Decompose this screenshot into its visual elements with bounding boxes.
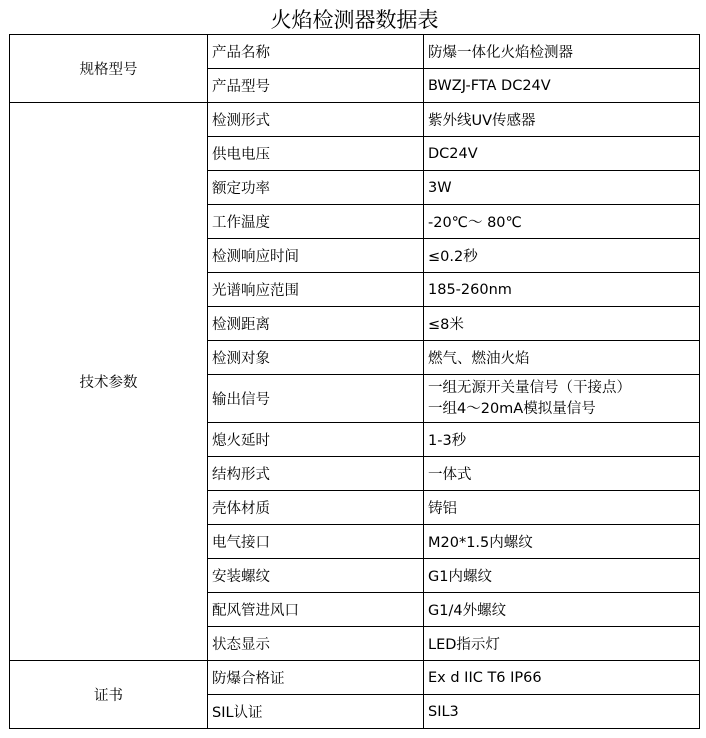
value-cell[interactable]: BWZJ-FTA DC24V bbox=[424, 69, 700, 103]
value-cell[interactable]: 铸铝 bbox=[424, 491, 700, 525]
table-row bbox=[10, 35, 700, 69]
label-cell[interactable]: 产品名称 bbox=[208, 35, 424, 69]
value-cell[interactable]: 燃气、燃油火焰 bbox=[424, 341, 700, 375]
label-cell[interactable]: 产品型号 bbox=[208, 69, 424, 103]
value-cell[interactable]: LED指示灯 bbox=[424, 627, 700, 661]
table-row bbox=[10, 103, 700, 137]
value-cell[interactable]: 185-260nm bbox=[424, 273, 700, 307]
sheet-title[interactable]: 火焰检测器数据表 bbox=[10, 4, 700, 35]
value-cell[interactable]: ≤8米 bbox=[424, 307, 700, 341]
value-cell[interactable]: SIL3 bbox=[424, 695, 700, 729]
label-cell[interactable]: 额定功率 bbox=[208, 171, 424, 205]
label-cell[interactable]: 工作温度 bbox=[208, 205, 424, 239]
label-cell[interactable]: 检测距离 bbox=[208, 307, 424, 341]
label-cell[interactable]: 光谱响应范围 bbox=[208, 273, 424, 307]
label-cell[interactable]: 熄火延时 bbox=[208, 423, 424, 457]
value-cell[interactable]: G1/4外螺纹 bbox=[424, 593, 700, 627]
label-cell[interactable]: 安装螺纹 bbox=[208, 559, 424, 593]
value-cell[interactable]: Ex d IIC T6 IP66 bbox=[424, 661, 700, 695]
label-cell[interactable]: SIL认证 bbox=[208, 695, 424, 729]
label-cell[interactable]: 供电电压 bbox=[208, 137, 424, 171]
label-cell[interactable]: 电气接口 bbox=[208, 525, 424, 559]
label-cell[interactable]: 防爆合格证 bbox=[208, 661, 424, 695]
value-cell[interactable]: ≤0.2秒 bbox=[424, 239, 700, 273]
value-cell[interactable]: 紫外线UV传感器 bbox=[424, 103, 700, 137]
group-spec-cell[interactable]: 规格型号 bbox=[10, 35, 208, 103]
value-cell[interactable]: DC24V bbox=[424, 137, 700, 171]
label-cell[interactable]: 状态显示 bbox=[208, 627, 424, 661]
value-cell[interactable]: G1内螺纹 bbox=[424, 559, 700, 593]
value-cell-multiline[interactable] bbox=[424, 375, 700, 423]
value-line: 一组无源开关量信号（干接点） bbox=[428, 379, 631, 396]
value-cell[interactable]: M20*1.5内螺纹 bbox=[424, 525, 700, 559]
group-cert-cell[interactable]: 证书 bbox=[10, 661, 208, 729]
value-cell[interactable]: 1-3秒 bbox=[424, 423, 700, 457]
label-cell[interactable]: 检测形式 bbox=[208, 103, 424, 137]
label-cell[interactable]: 结构形式 bbox=[208, 457, 424, 491]
value-cell[interactable]: 一体式 bbox=[424, 457, 700, 491]
value-cell[interactable]: 3W bbox=[424, 171, 700, 205]
table-row bbox=[10, 661, 700, 695]
label-cell[interactable]: 检测响应时间 bbox=[208, 239, 424, 273]
label-cell[interactable]: 输出信号 bbox=[208, 375, 424, 423]
value-cell[interactable]: -20℃～ 80℃ bbox=[424, 205, 700, 239]
label-cell[interactable]: 检测对象 bbox=[208, 341, 424, 375]
value-line: 一组4～20mA模拟量信号 bbox=[428, 400, 596, 417]
label-cell[interactable]: 壳体材质 bbox=[208, 491, 424, 525]
flame-detector-datasheet bbox=[9, 4, 700, 729]
value-cell[interactable]: 防爆一体化火焰检测器 bbox=[424, 35, 700, 69]
group-tech-cell[interactable]: 技术参数 bbox=[10, 103, 208, 661]
label-cell[interactable]: 配风管进风口 bbox=[208, 593, 424, 627]
